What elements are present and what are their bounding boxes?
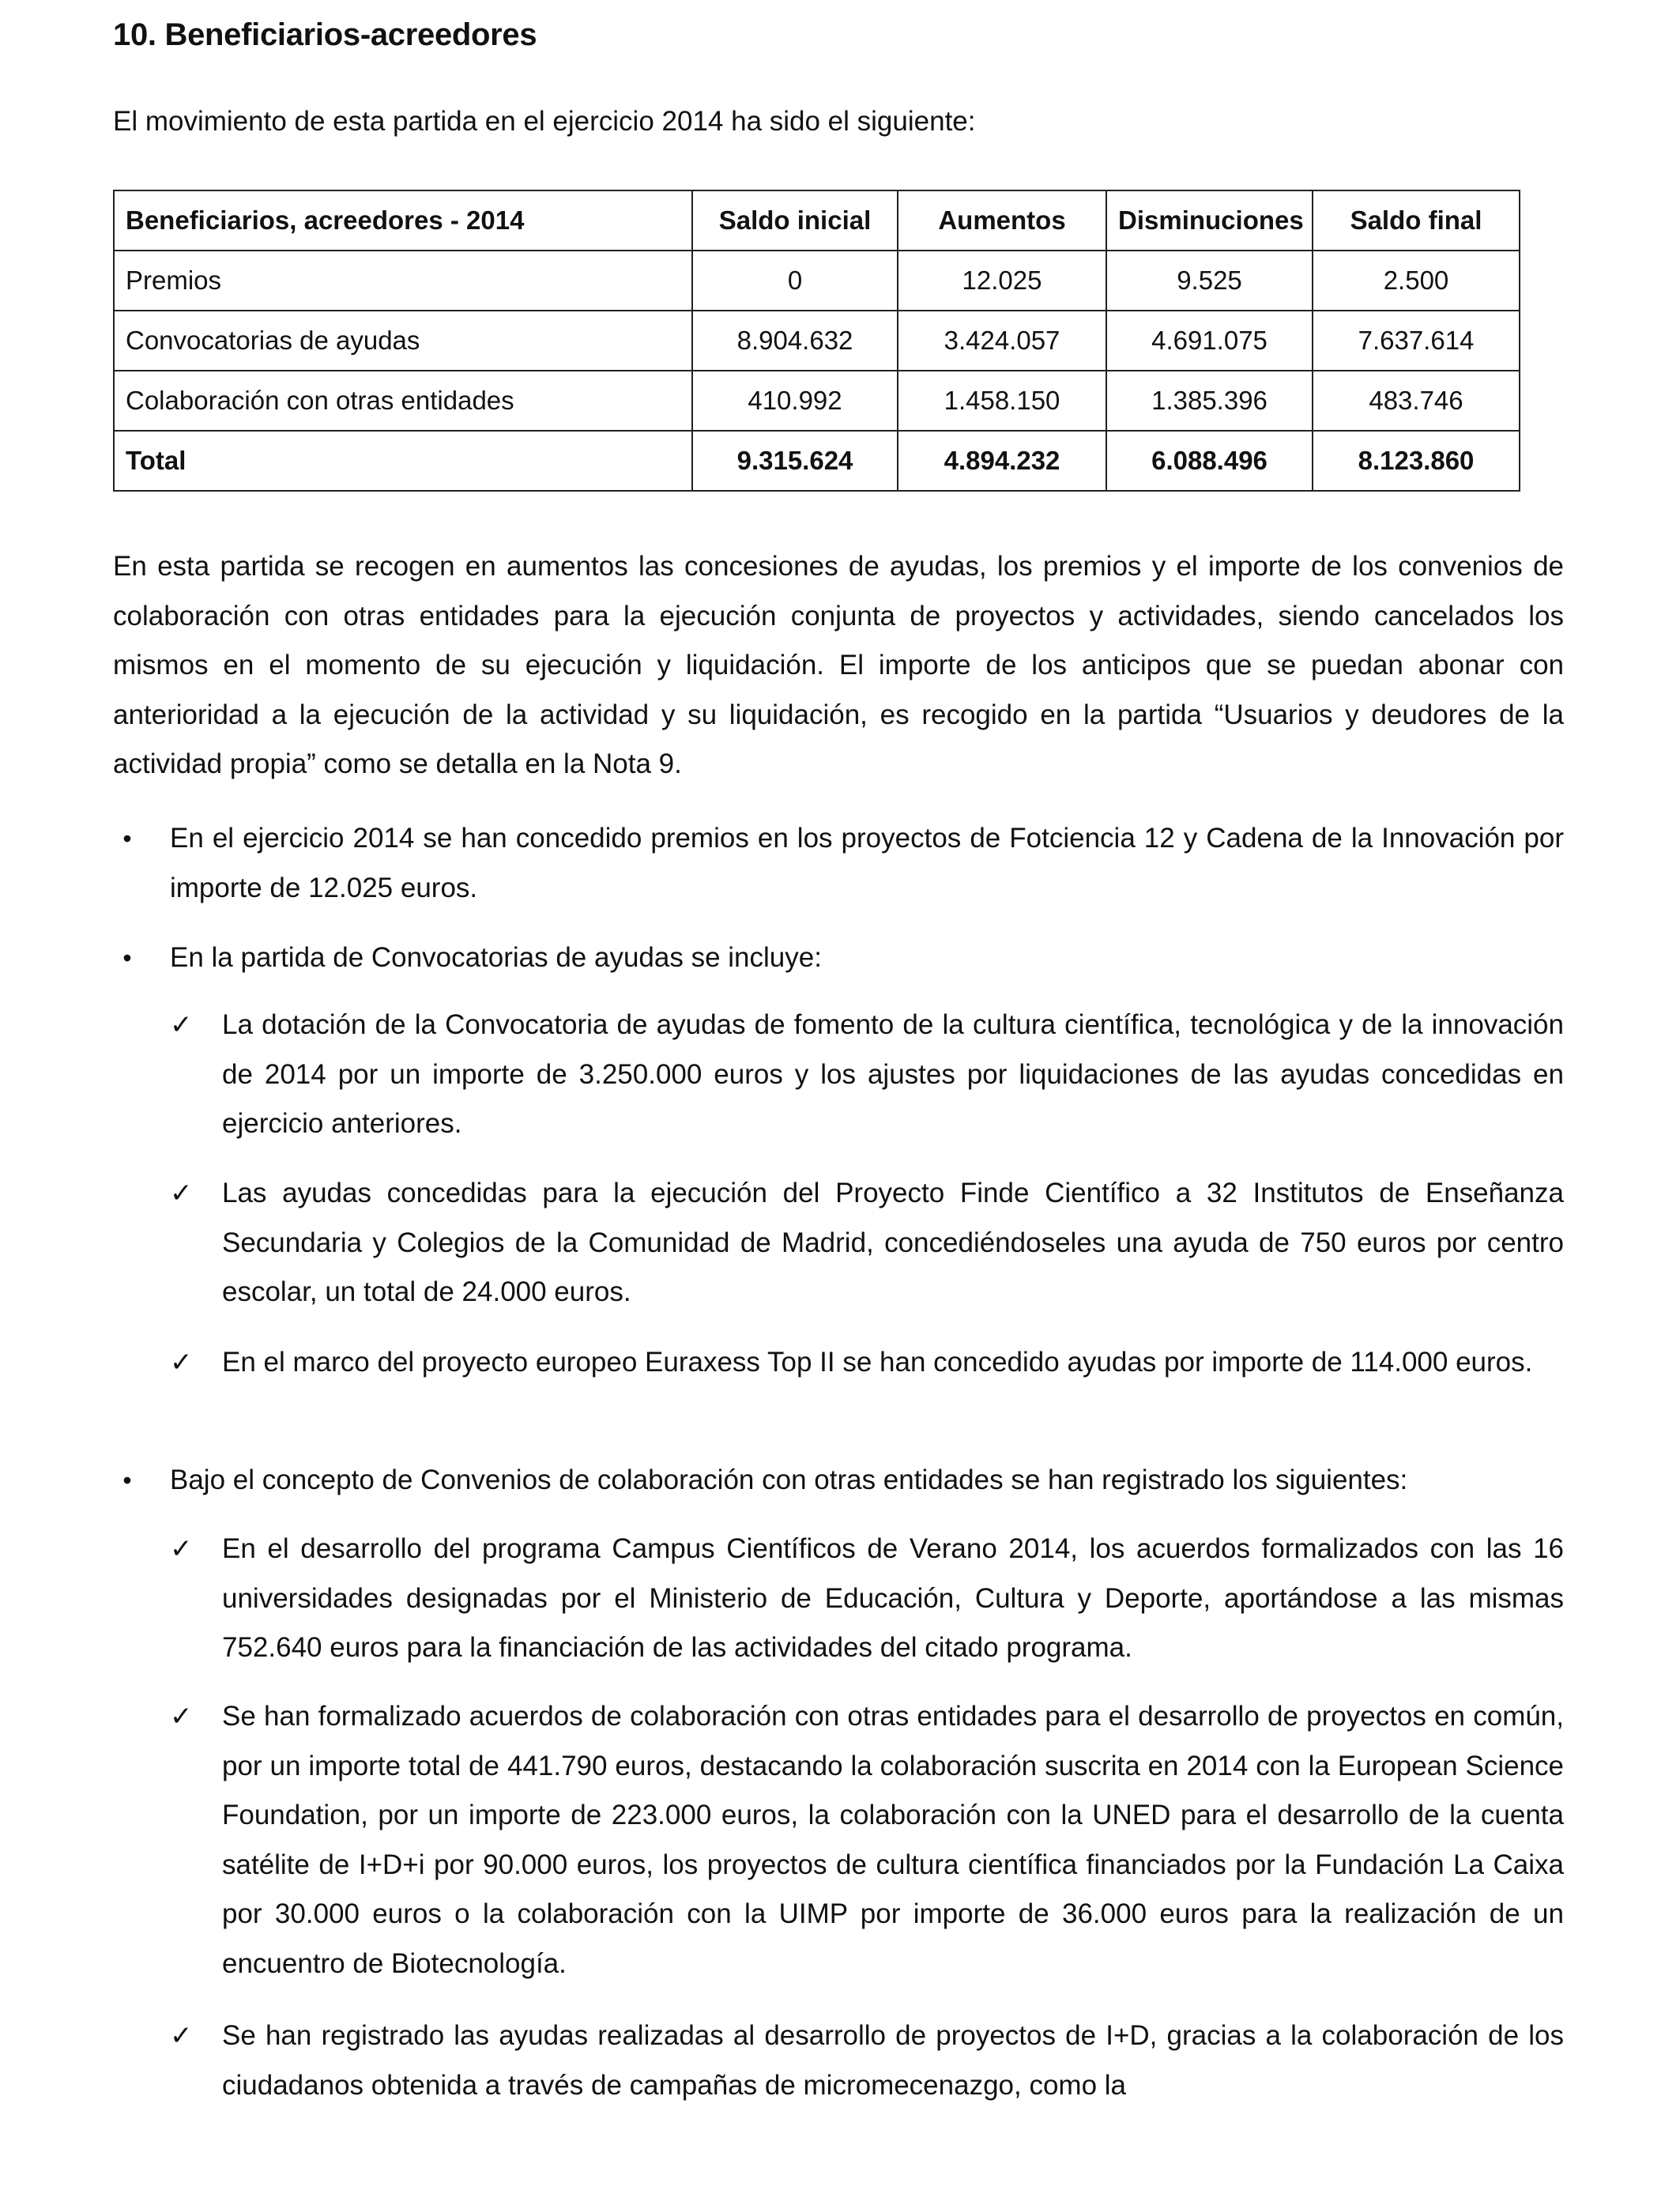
check-icon: ✓ — [170, 1702, 193, 1732]
table-cell: 9.525 — [1106, 251, 1313, 311]
body-paragraph: En esta partida se recogen en aumentos las concesiones de ayudas, los premios y el importe de los convenios de colaboración con otras entidades para la ejecución conjunta de proyectos y actividades, siendo cancelados los mismos en el momento de su ejecución y liquidación. El importe de los anticipos que se puedan abonar con anterioridad a la ejecución de la actividad y su liquidación, es recogido en la partida “Usuarios y deudores de la actividad propia” como se detalla en la Nota 9. — [113, 551, 1564, 779]
table-cell: 1.458.150 — [898, 371, 1106, 431]
table-cell: 3.424.057 — [898, 311, 1106, 371]
sub-list-item-text: Se han registrado las ayudas realizadas al desarrollo de proyectos de I+D, gracias a la colaboración de los ciudadanos obtenida a través de campañas de micromecenazgo, como la — [222, 2020, 1564, 2101]
section-heading: 10. Beneficiarios-acreedores — [113, 17, 537, 52]
table-cell: 4.691.075 — [1106, 311, 1313, 371]
table-header-row — [114, 190, 1520, 251]
list-item-text: En el ejercicio 2014 se han concedido premios en los proyectos de Fotciencia 12 y Cadena de la Innovación por importe de 12.025 euros. — [170, 823, 1564, 903]
table-cell: 9.315.624 — [692, 431, 898, 491]
table-cell: 8.904.632 — [692, 311, 898, 371]
table-header-cell: Aumentos — [898, 190, 1106, 251]
table-cell: 7.637.614 — [1313, 311, 1520, 371]
sub-list-item-text: Se han formalizado acuerdos de colaboración con otras entidades para el desarrollo de proyectos en común, por un importe total de 441.790 euros, destacando la colaboración suscrita en 2014 con la European Science Foundation, por un importe de 223.000 euros, la colaboración con la UNED para el desarrollo de la cuenta satélite de I+D+i por 90.000 euros, los proyectos de cultura científica financiados por la Fundación La Caixa por 30.000 euros o la colaboración con la UIMP por importe de 36.000 euros para la realización de un encuentro de Biotecnología. — [222, 1701, 1564, 1979]
table-cell: 0 — [692, 251, 898, 311]
table-cell: Convocatorias de ayudas — [114, 311, 692, 371]
check-icon: ✓ — [170, 1010, 193, 1040]
list-item-text: En la partida de Convocatorias de ayudas se incluye: — [170, 942, 822, 973]
table-header-cell: Beneficiarios, acreedores - 2014 — [114, 190, 692, 251]
table-header-cell: Disminuciones — [1106, 190, 1313, 251]
table-row — [114, 371, 1520, 431]
table-cell: 1.385.396 — [1106, 371, 1313, 431]
bullet-icon: • — [122, 1466, 132, 1495]
table-total-row — [114, 431, 1520, 491]
table-row — [114, 311, 1520, 371]
table-cell: Total — [114, 431, 692, 491]
table-cell: 4.894.232 — [898, 431, 1106, 491]
table-cell: Colaboración con otras entidades — [114, 371, 692, 431]
table-header-cell: Saldo inicial — [692, 190, 898, 251]
list-item-text: Bajo el concepto de Convenios de colaboración con otras entidades se han registrado los siguientes: — [170, 1465, 1408, 1495]
check-icon: ✓ — [170, 1178, 193, 1208]
table-row — [114, 251, 1520, 311]
table-cell: 12.025 — [898, 251, 1106, 311]
check-icon: ✓ — [170, 2021, 193, 2051]
intro-text: El movimiento de esta partida en el ejercicio 2014 ha sido el siguiente: — [113, 106, 976, 137]
sub-list-item-text: Las ayudas concedidas para la ejecución del Proyecto Finde Científico a 32 Institutos de Enseñanza Secundaria y Colegios de la Comunidad de Madrid, concediéndoseles una ayuda de 750 euros por centro escolar, un total de 24.000 euros. — [222, 1178, 1564, 1307]
table-cell: 6.088.496 — [1106, 431, 1313, 491]
sub-list-item-text: En el desarrollo del programa Campus Científicos de Verano 2014, los acuerdos formalizados con las 16 universidades designadas por el Ministerio de Educación, Cultura y Deporte, aportándose a las mismas 752.640 euros para la financiación de las actividades del citado programa. — [222, 1533, 1564, 1663]
bullet-icon: • — [122, 944, 132, 972]
check-icon: ✓ — [170, 1534, 193, 1564]
table-cell: 483.746 — [1313, 371, 1520, 431]
sub-list-item-text: En el marco del proyecto europeo Euraxess Top II se han concedido ayudas por importe de 114.000 euros. — [222, 1347, 1533, 1378]
table-cell: 2.500 — [1313, 251, 1520, 311]
check-icon: ✓ — [170, 1348, 193, 1378]
table-cell: 8.123.860 — [1313, 431, 1520, 491]
bullet-icon: • — [122, 824, 132, 853]
table-cell: 410.992 — [692, 371, 898, 431]
sub-list-item-text: La dotación de la Convocatoria de ayudas de fomento de la cultura científica, tecnológica y de la innovación de 2014 por un importe de 3.250.000 euros y los ajustes por liquidaciones de las ayudas concedidas en ejercicio anteriores. — [222, 1009, 1564, 1139]
beneficiarios-table — [113, 190, 1520, 492]
table-header-cell: Saldo final — [1313, 190, 1520, 251]
table-cell: Premios — [114, 251, 692, 311]
